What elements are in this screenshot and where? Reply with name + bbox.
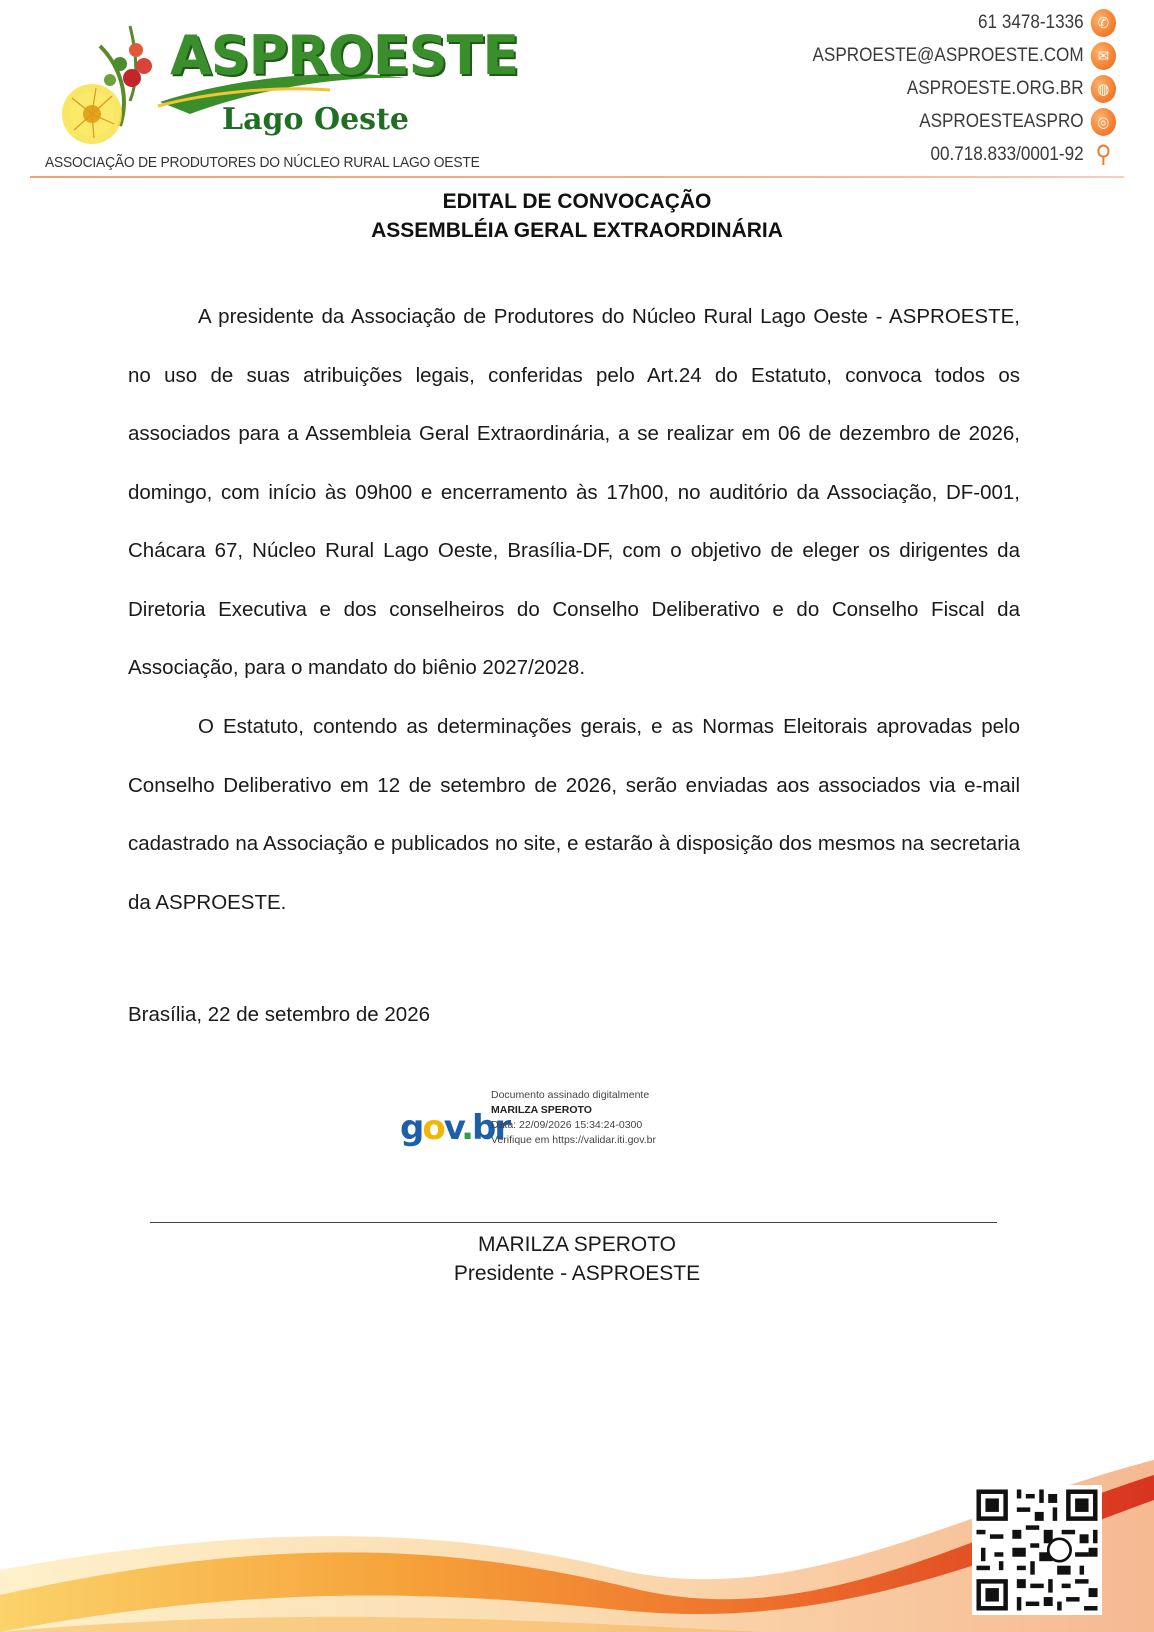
cnpj-text: 00.718.833/0001-92 <box>930 143 1084 165</box>
email-text: ASPROESTE@ASPROESTE.COM <box>812 44 1084 66</box>
govbr-logo-o: o <box>422 1108 444 1148</box>
instagram-icon: ◎ <box>1091 108 1116 136</box>
signature-details <box>491 1088 656 1148</box>
letterhead <box>0 0 1154 185</box>
signature-date: Data: 22/09/2026 15:34:24-0300 <box>491 1119 643 1131</box>
place-date: Brasília, 22 de setembro de 2026 <box>128 1003 430 1026</box>
contact-cnpj <box>810 138 1116 171</box>
signature-label: Documento assinado digitalmente <box>491 1089 650 1101</box>
contact-website[interactable] <box>810 72 1116 105</box>
header-divider <box>30 176 1124 178</box>
asproeste-logo <box>40 6 519 176</box>
digital-signature-stamp <box>398 1084 728 1164</box>
signature-verify-link[interactable]: Verifique em https://validar.iti.gov.br <box>491 1134 656 1146</box>
govbr-logo-g: g <box>400 1108 423 1148</box>
contact-block <box>776 6 1116 171</box>
search-icon: ⚲ <box>1095 141 1112 168</box>
signature-line <box>150 1222 997 1223</box>
phone-text: 61 3478-1336 <box>978 11 1084 33</box>
paragraph-1: A presidente da Associação de Produtores do Núcleo Rural Lago Oeste - ASPROESTE, no uso de suas atribuições legais, conferidas pelo Art.24 do Estatuto, convoca todos os associados para a Assembleia Geral Extraordinária, a se realizar em 06 de dezembro de 2026, domingo, com início às 09h00 e encerramento às 17h00, no auditório da Associação, DF-001, Chácara 67, Núcleo Rural Lago Oeste, Brasília-DF, com o objetivo de eleger os dirigentes da Diretoria Executiva e dos conselheiros do Conselho Deliberativo e do Conselho Fiscal da Associação, para o mandato do biênio 2027/2028. <box>128 305 1020 679</box>
signature-signer: MARILZA SPEROTO <box>491 1104 592 1116</box>
instagram-text: ASPROESTEASPRO <box>919 110 1084 132</box>
contact-email[interactable] <box>810 39 1116 72</box>
globe-icon: ◍ <box>1091 75 1116 103</box>
govbr-logo-v: v <box>443 1108 462 1148</box>
signer-role: Presidente - ASPROESTE <box>453 1262 701 1285</box>
govbr-logo-br: br <box>472 1108 510 1148</box>
qr-code[interactable] <box>972 1485 1102 1615</box>
paragraph-convocation <box>128 288 1020 698</box>
association-name: ASSOCIAÇÃO DE PRODUTORES DO NÚCLEO RURAL LAGO OESTE <box>45 154 480 171</box>
whatsapp-icon: ✆ <box>1091 9 1116 37</box>
signer-name: MARILZA SPEROTO <box>478 1233 676 1256</box>
document-title: EDITAL DE CONVOCAÇÃO <box>442 190 712 213</box>
paragraph-statute <box>128 698 1020 932</box>
brand-subtitle: Lago Oeste <box>222 102 410 137</box>
contact-phone[interactable] <box>810 6 1116 39</box>
paragraph-2: O Estatuto, contendo as determinações gerais, e as Normas Eleitorais aprovadas pelo Conselho Deliberativo em 12 de setembro de 2026, serão enviadas aos associados via e-mail cadastrado na Associação e publicados no site, e estarão à disposição dos mesmos na secretaria da ASPROESTE. <box>128 715 1020 914</box>
brand-name: ASPROESTE <box>170 24 519 87</box>
contact-instagram[interactable] <box>810 105 1116 138</box>
govbr-logo-dot: . <box>461 1108 473 1148</box>
website-text: ASPROESTE.ORG.BR <box>906 77 1084 99</box>
document-subtitle: ASSEMBLÉIA GERAL EXTRAORDINÁRIA <box>371 219 783 242</box>
qr-code-graphic <box>972 1485 1102 1615</box>
mail-icon: ✉ <box>1091 42 1116 70</box>
